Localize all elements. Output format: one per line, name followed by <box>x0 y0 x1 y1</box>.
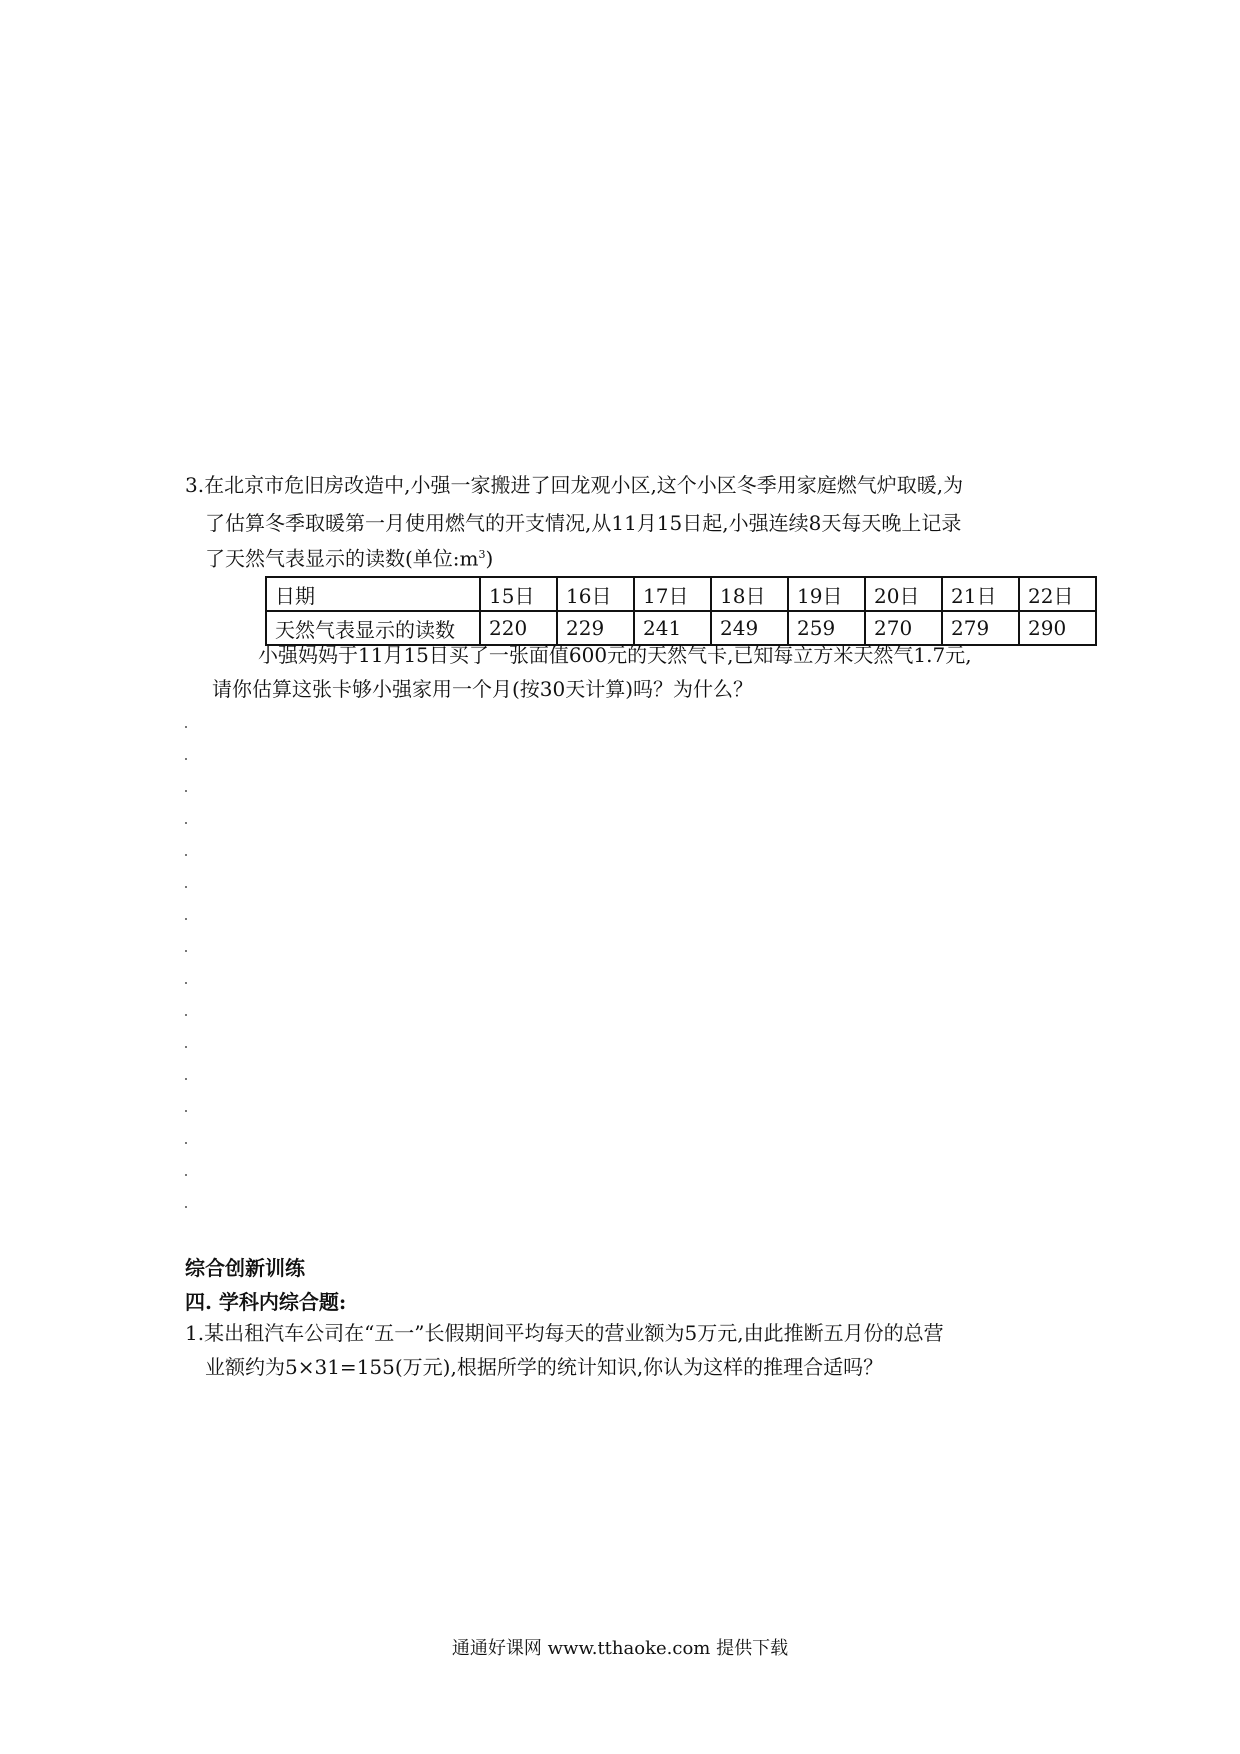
reading-cell: 270 <box>865 611 942 645</box>
answer-dot <box>185 758 187 760</box>
answer-dot <box>185 950 187 952</box>
date-cell: 15日 <box>480 577 557 611</box>
answer-dot <box>185 1078 187 1080</box>
answer-dot <box>185 886 187 888</box>
answer-dot <box>185 982 187 984</box>
question-iv1-line1: 1.某出租汽车公司在“五一”长假期间平均每天的营业额为5万元,由此推断五月份的总营 <box>185 1321 944 1345</box>
date-cell: 20日 <box>865 577 942 611</box>
answer-dot <box>185 1014 187 1016</box>
answer-dot <box>185 1110 187 1112</box>
answer-dot <box>185 1206 187 1208</box>
question3-line2: 了估算冬季取暖第一月使用燃气的开支情况,从11月15日起,小强连续8天每天晚上记录 <box>205 511 962 535</box>
reading-cell: 290 <box>1019 611 1096 645</box>
reading-cell: 241 <box>634 611 711 645</box>
answer-dot <box>185 726 187 728</box>
date-cell: 16日 <box>557 577 634 611</box>
reading-cell: 229 <box>557 611 634 645</box>
date-cell: 21日 <box>942 577 1019 611</box>
question3-followup-line1: 小强妈妈于11月15日买了一张面值600元的天然气卡,已知每立方米天然气1.7元, <box>258 643 972 667</box>
date-row-label: 日期 <box>266 577 480 611</box>
answer-dot <box>185 1174 187 1176</box>
answer-dot <box>185 1142 187 1144</box>
question3-followup-line2: 请你估算这张卡够小强家用一个月(按30天计算)吗？为什么？ <box>212 677 754 701</box>
reading-row-label: 天然气表显示的读数 <box>266 611 480 645</box>
reading-cell: 249 <box>711 611 788 645</box>
answer-dot <box>185 790 187 792</box>
date-cell: 17日 <box>634 577 711 611</box>
answer-dot <box>185 822 187 824</box>
question3-line3: 了天然气表显示的读数(单位$:m^3$) <box>205 546 494 571</box>
footer: 通通好课网 www.tthaoke.com 提供下载 <box>451 1638 789 1659</box>
date-cell: 18日 <box>711 577 788 611</box>
answer-dot <box>185 854 187 856</box>
gas-reading-table <box>265 576 1097 646</box>
question-iv1-line2: 业额约为5×31=155(万元),根据所学的统计知识,你认为这样的推理合适吗？ <box>205 1355 884 1379</box>
reading-cell: 279 <box>942 611 1019 645</box>
question3-line1: 3.在北京市危旧房改造中,小强一家搬进了回龙观小区,这个小区冬季用家庭燃气炉取暖,为 <box>185 473 964 497</box>
part-title: 四. 学科内综合题: <box>185 1290 347 1314</box>
reading-cell: 259 <box>788 611 865 645</box>
answer-dot <box>185 1046 187 1048</box>
answer-dot <box>185 918 187 920</box>
date-cell: 19日 <box>788 577 865 611</box>
date-row <box>266 577 1096 611</box>
section-title: 综合创新训练 <box>185 1256 305 1280</box>
date-cell: 22日 <box>1019 577 1096 611</box>
reading-cell: 220 <box>480 611 557 645</box>
